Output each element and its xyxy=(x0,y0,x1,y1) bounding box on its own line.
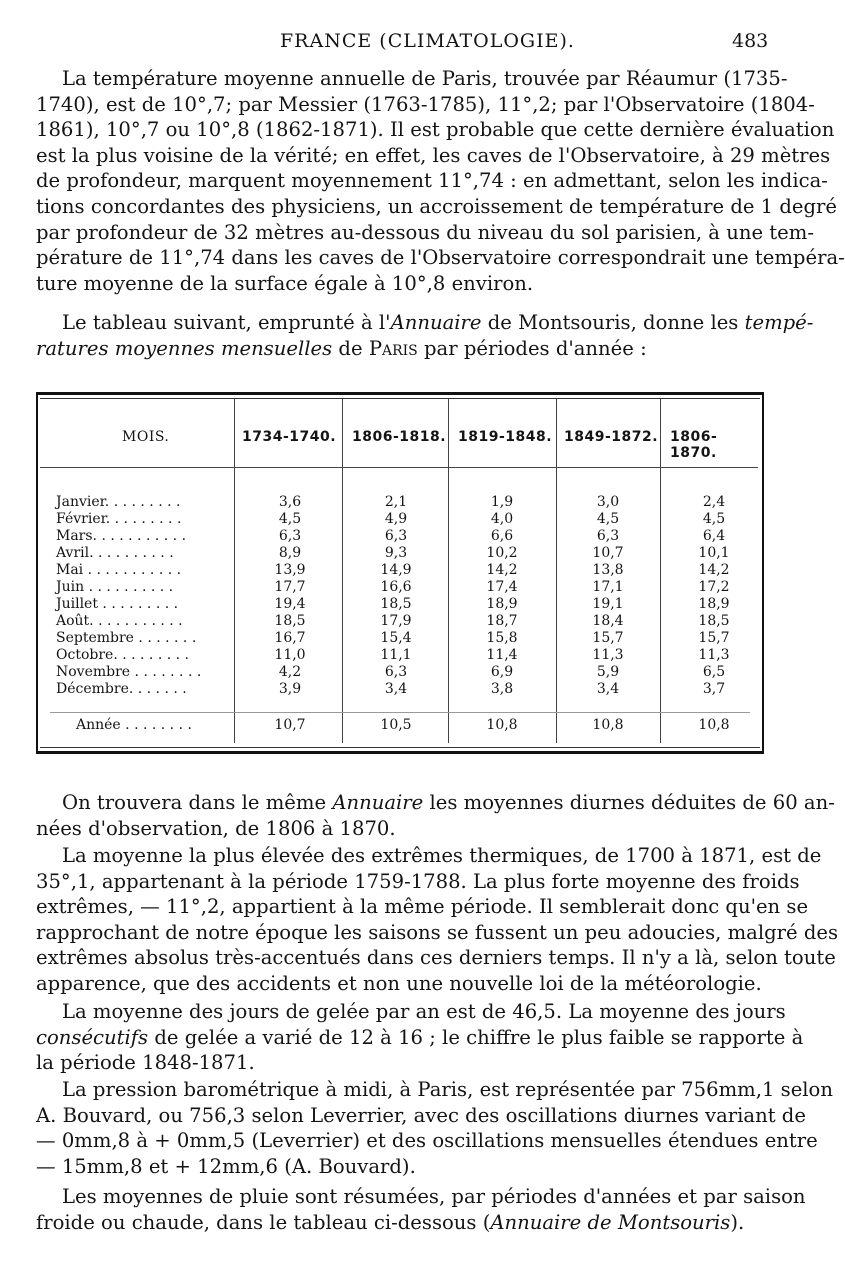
text-line: extrêmes, — 11°,2, appartient à la même période. Il semblerait donc qu'en se xyxy=(36,895,809,919)
table-cell: 18,5 xyxy=(380,596,412,612)
table-cell: 4,9 xyxy=(384,511,408,527)
table-cell: 9,3 xyxy=(384,545,408,561)
text-line: 35°,1, appartenant à la période 1759-1788. La plus forte moyenne des froids xyxy=(36,869,800,893)
table-cell: 10,8 xyxy=(698,717,730,733)
text-run: ). xyxy=(730,1210,745,1234)
table-cell: 10,8 xyxy=(486,717,518,733)
table-cell: 2,1 xyxy=(384,494,408,510)
table-cell: 17,2 xyxy=(698,579,730,595)
text-run: par périodes d'année : xyxy=(417,336,647,360)
table-cell: 19,4 xyxy=(274,596,306,612)
table-cell: 3,8 xyxy=(490,681,514,697)
column-header-period: 1819-1848. xyxy=(458,429,553,445)
table-row xyxy=(40,664,760,681)
table-row xyxy=(40,579,760,596)
running-title: FRANCE (CLIMATOLOGIE). xyxy=(280,30,575,52)
text-line: apparence, que des accidents et non une nouvelle loi de la météorologie. xyxy=(36,971,762,995)
paragraph-temperature-paris xyxy=(36,66,845,296)
text-line xyxy=(36,336,768,362)
italic-run: Annuaire xyxy=(332,791,424,814)
paragraph-annuaire xyxy=(36,790,835,841)
table-cell: 18,5 xyxy=(698,613,730,629)
text-run: les moyennes diurnes déduites de 60 an- xyxy=(423,791,835,814)
table-cell: 17,4 xyxy=(486,579,518,595)
italic-run: Annuaire de Montsouris xyxy=(490,1210,731,1234)
text-line: La pression barométrique à midi, à Paris, est représentée par 756mm,1 selon xyxy=(62,1078,833,1101)
table-cell: 18,4 xyxy=(592,613,624,629)
page-header xyxy=(0,30,800,54)
table-cell: 3,7 xyxy=(702,681,726,697)
text-line: tions concordantes des physiciens, un accroissement de température de 1 degré xyxy=(36,194,838,218)
month-label: Juillet . . . . . . . . . xyxy=(56,596,179,612)
text-run: On trouvera dans le même xyxy=(62,791,333,814)
table-cell: 1,9 xyxy=(490,494,514,510)
table-cell: 14,2 xyxy=(698,562,730,578)
italic-run: ratures moyennes mensuelles xyxy=(36,336,333,360)
table-cell: 11,4 xyxy=(486,647,518,663)
table-cell: 4,0 xyxy=(490,511,514,527)
total-rule xyxy=(50,712,750,713)
text-line: — 15mm,8 et + 12mm,6 (A. Bouvard). xyxy=(36,1154,416,1178)
table-cell: 6,5 xyxy=(702,664,726,680)
table-cell: 16,6 xyxy=(380,579,412,595)
table-cell: 17,7 xyxy=(274,579,306,595)
table-cell: 6,9 xyxy=(490,664,514,680)
table-cell: 18,9 xyxy=(698,596,730,612)
text-line: ture moyenne de la surface égale à 10°,8 environ. xyxy=(36,271,534,295)
month-label: Février. . . . . . . . . xyxy=(56,511,182,527)
table-row xyxy=(40,528,760,545)
text-line: pérature de 11°,74 dans les caves de l'Observatoire correspondrait une tempéra- xyxy=(36,246,845,270)
text-line xyxy=(36,310,814,336)
month-label: Avril. . . . . . . . . . xyxy=(56,545,174,561)
table-cell: 14,9 xyxy=(380,562,412,578)
table-cell: 14,2 xyxy=(486,562,518,578)
table-row xyxy=(40,647,760,664)
table-cell: 4,5 xyxy=(596,511,620,527)
text-line: — 0mm,8 à + 0mm,5 (Leverrier) et des oscillations mensuelles étendues entre xyxy=(36,1129,818,1153)
text-line: La moyenne la plus élevée des extrêmes thermiques, de 1700 à 1871, est de xyxy=(62,844,822,867)
table-cell: 2,4 xyxy=(702,494,726,510)
month-label: Mars. . . . . . . . . . . xyxy=(56,528,187,544)
month-label: Décembre. . . . . . . xyxy=(56,681,187,697)
table-cell: 15,7 xyxy=(698,630,730,646)
table-cell: 18,7 xyxy=(486,613,518,629)
table-row-annee xyxy=(40,717,760,734)
header-rule xyxy=(40,467,758,468)
table-row xyxy=(40,596,760,613)
text-line: La moyenne des jours de gelée par an est de 46,5. La moyenne des jours xyxy=(62,1000,786,1023)
text-run: de xyxy=(332,336,369,360)
text-run: de gelée a varié de 12 à 16 ; le chiffre le plus faible se rapporte à xyxy=(148,1025,804,1049)
column-header-period: 1806-1870. xyxy=(670,429,718,461)
paragraph-pression xyxy=(36,1077,833,1179)
month-label: Août. . . . . . . . . . . xyxy=(56,613,183,629)
table-cell: 11,3 xyxy=(592,647,624,663)
table-cell: 6,6 xyxy=(490,528,514,544)
text-line: 1740), est de 10°,7; par Messier (1763-1785), 11°,2; par l'Observatoire (1804- xyxy=(36,92,815,116)
table-cell: 17,1 xyxy=(592,579,624,595)
text-line: La température moyenne annuelle de Paris, trouvée par Réaumur (1735- xyxy=(62,67,788,90)
table-cell: 3,6 xyxy=(278,494,302,510)
italic-run: consécutifs xyxy=(36,1025,149,1049)
text-line xyxy=(36,1210,768,1236)
table-cell: 19,1 xyxy=(592,596,624,612)
table-cell: 18,5 xyxy=(274,613,306,629)
table-cell: 13,9 xyxy=(274,562,306,578)
paragraph-pluie xyxy=(36,1184,806,1235)
italic-run: Annuaire xyxy=(390,311,482,334)
column-header-period: 1849-1872. xyxy=(564,429,659,445)
table-cell: 8,9 xyxy=(278,545,302,561)
table-row xyxy=(40,681,760,698)
month-label: Novembre . . . . . . . . xyxy=(56,664,202,680)
text-line: extrêmes absolus très-accentués dans ces derniers temps. Il n'y a là, selon toute xyxy=(36,946,836,970)
table-cell: 15,8 xyxy=(486,630,518,646)
text-line: de profondeur, marquent moyennement 11°,74 : en admettant, selon les indica- xyxy=(36,169,828,193)
table-cell: 15,7 xyxy=(592,630,624,646)
table-cell: 6,3 xyxy=(384,664,408,680)
table-cell: 3,9 xyxy=(278,681,302,697)
table-cell: 10,7 xyxy=(274,717,306,733)
table-cell: 11,1 xyxy=(380,647,412,663)
text-line: nées d'observation, de 1806 à 1870. xyxy=(36,816,396,840)
text-line: Les moyennes de pluie sont résumées, par périodes d'années et par saison xyxy=(62,1185,806,1208)
text-line: par profondeur de 32 mètres au-dessous du niveau du sol parisien, à une tem- xyxy=(36,220,814,244)
table-cell: 11,0 xyxy=(274,647,306,663)
table-row xyxy=(40,494,760,511)
table-cell: 10,7 xyxy=(592,545,624,561)
table-cell: 4,2 xyxy=(278,664,302,680)
text-run: de Montsouris, donne les xyxy=(481,311,745,334)
text-line: A. Bouvard, ou 756,3 selon Leverrier, avec des oscillations diurnes variant de xyxy=(36,1103,806,1127)
text-line: la période 1848-1871. xyxy=(36,1051,255,1075)
table-cell: 10,1 xyxy=(698,545,730,561)
table-row xyxy=(40,545,760,562)
month-label: Mai . . . . . . . . . . . xyxy=(56,562,182,578)
text-line: est la plus voisine de la vérité; en effet, les caves de l'Observatoire, à 29 mètres xyxy=(36,143,831,167)
table-cell: 3,4 xyxy=(596,681,620,697)
table-cell: 6,4 xyxy=(702,528,726,544)
month-label: Juin . . . . . . . . . . xyxy=(56,579,174,595)
paragraph-table-intro xyxy=(36,310,814,361)
table-cell: 11,3 xyxy=(698,647,730,663)
table-row xyxy=(40,511,760,528)
column-header-mois: MOIS. xyxy=(122,429,170,445)
table-cell: 15,4 xyxy=(380,630,412,646)
column-header-period: 1806-1818. xyxy=(352,429,447,445)
table-cell: 5,9 xyxy=(596,664,620,680)
table-cell: 6,3 xyxy=(384,528,408,544)
table-cell: 3,0 xyxy=(596,494,620,510)
month-label: Janvier. . . . . . . . . xyxy=(56,494,181,510)
italic-run: tempé- xyxy=(744,311,814,334)
table-cell: 4,5 xyxy=(278,511,302,527)
table-cell: 10,8 xyxy=(592,717,624,733)
text-line: rapprochant de notre époque les saisons se fussent un peu adoucies, malgré des xyxy=(36,920,839,944)
page-number: 483 xyxy=(732,30,769,52)
table-row xyxy=(40,613,760,630)
paragraph-gelee xyxy=(36,999,804,1076)
table-cell: 16,7 xyxy=(274,630,306,646)
small-caps-run: Paris xyxy=(368,336,418,360)
text-run: froide ou chaude, dans le tableau ci-dessous ( xyxy=(36,1210,491,1234)
text-line: 1861), 10°,7 ou 10°,8 (1862-1871). Il est probable que cette dernière évaluation xyxy=(36,118,835,142)
table-row xyxy=(40,562,760,579)
month-label: Septembre . . . . . . . xyxy=(56,630,197,646)
table-cell: 6,3 xyxy=(278,528,302,544)
table-row xyxy=(40,630,760,647)
table-cell: 17,9 xyxy=(380,613,412,629)
table-cell: 3,4 xyxy=(384,681,408,697)
paragraph-extremes xyxy=(36,843,839,997)
month-label: Octobre. . . . . . . . . xyxy=(56,647,189,663)
table-cell: 18,9 xyxy=(486,596,518,612)
table-cell: 10,5 xyxy=(380,717,412,733)
table-cell: 4,5 xyxy=(702,511,726,527)
table-cell: 13,8 xyxy=(592,562,624,578)
text-run: Le tableau suivant, emprunté à l' xyxy=(62,311,391,334)
column-header-period: 1734-1740. xyxy=(242,429,337,445)
table-body xyxy=(40,398,760,748)
table-cell: 6,3 xyxy=(596,528,620,544)
monthly-temperature-table xyxy=(36,392,764,754)
month-label: Année . . . . . . . . xyxy=(76,717,192,733)
text-line xyxy=(36,1025,804,1051)
text-line xyxy=(36,790,835,816)
table-cell: 10,2 xyxy=(486,545,518,561)
